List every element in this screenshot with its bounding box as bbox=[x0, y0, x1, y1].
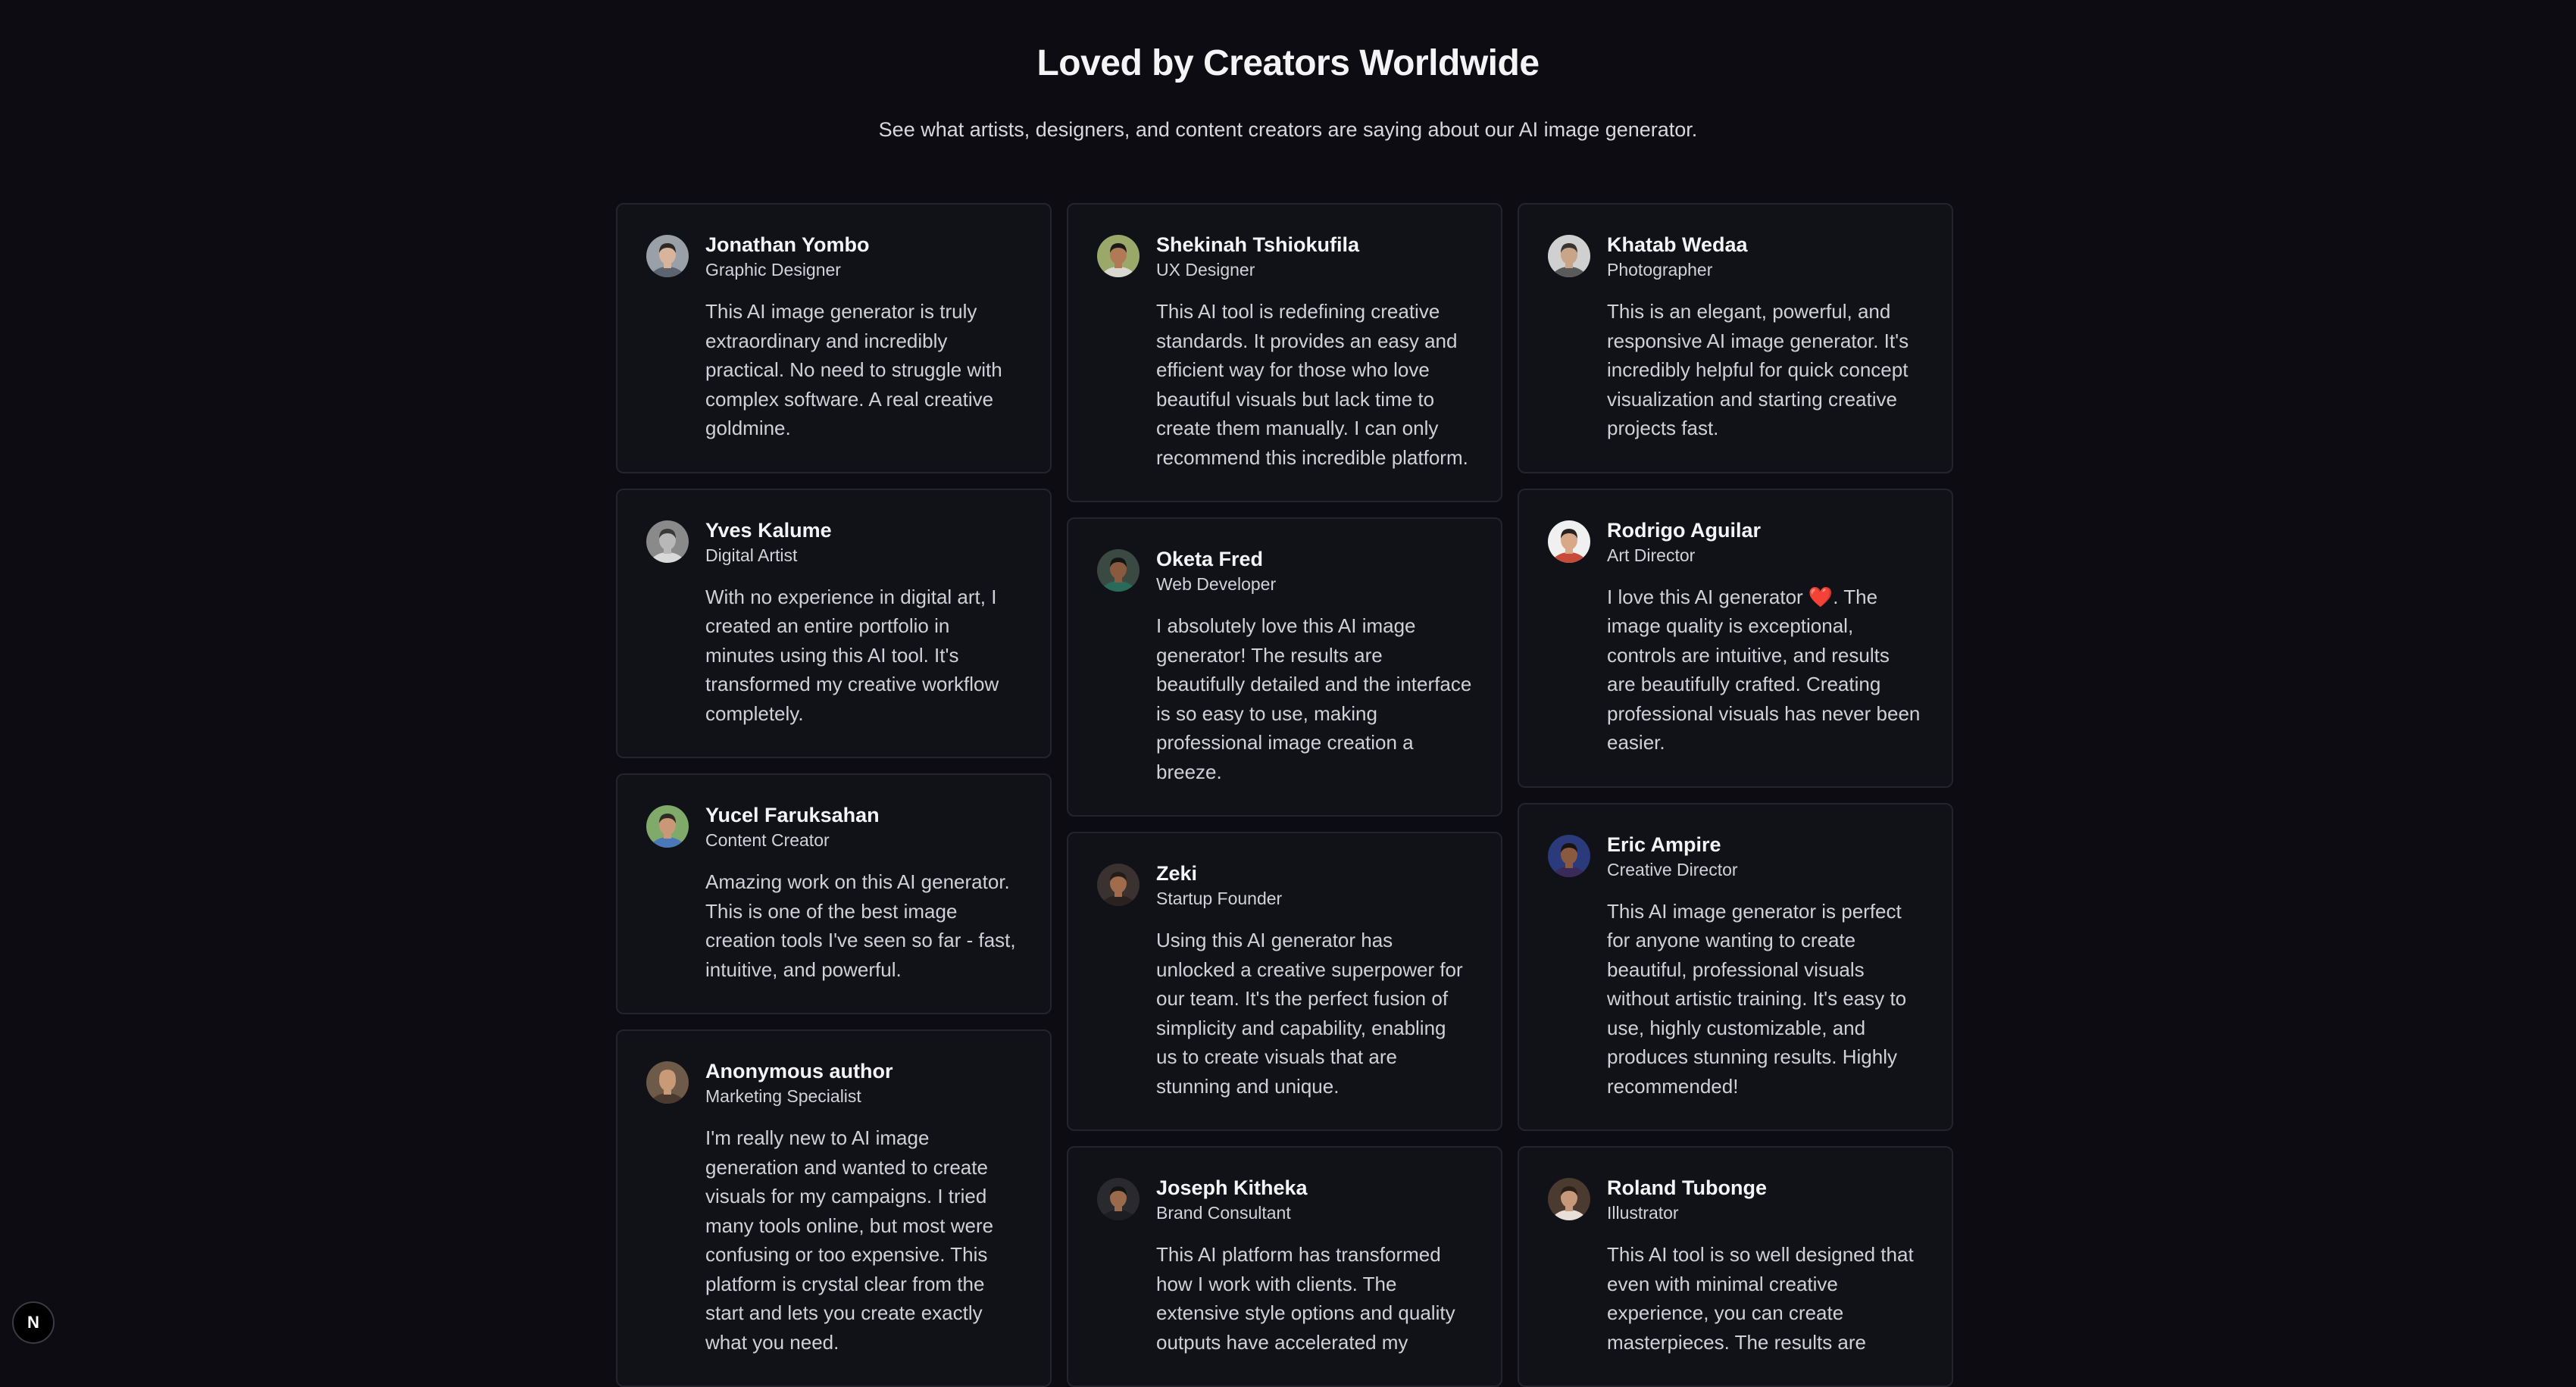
testimonial-column bbox=[616, 203, 1052, 1387]
page-title: Loved by Creators Worldwide bbox=[1036, 43, 1540, 83]
testimonial-card bbox=[616, 203, 1052, 473]
testimonial-card bbox=[1067, 517, 1502, 817]
testimonial-header bbox=[1548, 1175, 1923, 1225]
author-role: Art Director bbox=[1607, 545, 1696, 565]
author-meta bbox=[1156, 861, 1282, 911]
author-role: Creative Director bbox=[1607, 859, 1738, 879]
testimonial-card bbox=[1067, 203, 1502, 502]
testimonial-quote: I love this AI generator ❤️. The image quality is exceptional, controls are intuitive, and results are beautifully crafted. Creating professional visuals has never been easier. bbox=[1607, 585, 1921, 754]
testimonial-header bbox=[1548, 232, 1923, 282]
testimonial-header bbox=[1548, 832, 1923, 882]
testimonial-quote: This AI tool is redefining creative standards. It provides an easy and efficient way for those who love beautiful visuals but lack time to create them manually. I can only recommend this incredible platform. bbox=[1156, 300, 1468, 469]
author-role: Startup Founder bbox=[1156, 889, 1283, 908]
author-meta bbox=[705, 517, 832, 567]
testimonial-header bbox=[1097, 546, 1472, 596]
testimonial-header bbox=[646, 1058, 1021, 1108]
testimonial-header bbox=[646, 517, 1021, 567]
testimonial-column bbox=[1518, 203, 1953, 1387]
author-role: Illustrator bbox=[1607, 1203, 1679, 1223]
dev-badge-label: N bbox=[27, 1313, 39, 1332]
testimonial-header bbox=[1097, 232, 1472, 282]
avatar bbox=[1097, 549, 1140, 592]
avatar bbox=[1548, 520, 1590, 563]
author-name: Zeki bbox=[1156, 862, 1198, 885]
author-meta bbox=[705, 232, 870, 282]
author-meta bbox=[1607, 232, 1748, 282]
author-name: Oketa Fred bbox=[1156, 548, 1264, 570]
testimonial-quote: This AI platform has transformed how I work with clients. The extensive style options and quality outputs have accelerated my bbox=[1156, 1243, 1455, 1354]
author-meta bbox=[1156, 546, 1276, 596]
testimonial-quote: With no experience in digital art, I created an entire portfolio in minutes using this AI tool. It's transformed my creative workflow completely. bbox=[705, 585, 999, 725]
testimonial-card bbox=[1067, 832, 1502, 1131]
author-role: Graphic Designer bbox=[705, 260, 841, 280]
testimonial-quote: Amazing work on this AI generator. This is one of the best image creation tools I've seen so far - fast, intuitive, and powerful. bbox=[705, 870, 1016, 981]
testimonials-grid bbox=[616, 203, 1954, 1387]
author-role: Photographer bbox=[1607, 260, 1713, 280]
author-name: Khatab Wedaa bbox=[1607, 233, 1748, 256]
avatar bbox=[1548, 835, 1590, 877]
avatar bbox=[646, 235, 689, 277]
page-subtitle: See what artists, designers, and content creators are saying about our AI image generator. bbox=[878, 118, 1698, 141]
testimonial-card bbox=[1518, 1146, 1953, 1387]
testimonial-quote: This AI image generator is truly extraordinary and incredibly practical. No need to struggle with complex software. A real creative goldmine. bbox=[705, 300, 1002, 439]
author-role: Digital Artist bbox=[705, 545, 798, 565]
author-name: Roland Tubonge bbox=[1607, 1176, 1767, 1199]
nextjs-logo-icon bbox=[22, 1311, 45, 1334]
testimonial-card bbox=[616, 1029, 1052, 1387]
author-name: Yucel Faruksahan bbox=[705, 804, 880, 826]
testimonial-quote: Using this AI generator has unlocked a creative superpower for our team. It's the perfect fusion of simplicity and capability, enabling us to create visuals that are stunning and unique. bbox=[1156, 929, 1463, 1098]
avatar bbox=[1548, 235, 1590, 277]
avatar bbox=[1548, 1178, 1590, 1220]
author-name: Shekinah Tshiokufila bbox=[1156, 233, 1360, 256]
avatar bbox=[1097, 864, 1140, 906]
testimonial-header bbox=[1548, 517, 1923, 567]
testimonial-column bbox=[1067, 203, 1502, 1387]
author-meta bbox=[1607, 832, 1738, 882]
avatar bbox=[646, 805, 689, 848]
author-meta bbox=[1156, 232, 1359, 282]
author-role: UX Designer bbox=[1156, 260, 1255, 280]
author-role: Brand Consultant bbox=[1156, 1203, 1291, 1223]
author-name: Joseph Kitheka bbox=[1156, 1176, 1308, 1199]
testimonial-card bbox=[616, 489, 1052, 759]
author-name: Jonathan Yombo bbox=[705, 233, 870, 256]
testimonial-card bbox=[1067, 1146, 1502, 1387]
author-role: Content Creator bbox=[705, 830, 830, 850]
author-meta bbox=[705, 1058, 893, 1108]
avatar bbox=[646, 520, 689, 563]
nextjs-devtools-button[interactable] bbox=[12, 1301, 55, 1344]
author-meta bbox=[1607, 517, 1761, 567]
testimonial-card bbox=[1518, 203, 1953, 473]
testimonial-quote: I absolutely love this AI image generator! The results are beautifully detailed and the interface is so easy to use, making professional image creation a breeze. bbox=[1156, 614, 1472, 783]
testimonial-header bbox=[646, 802, 1021, 852]
avatar bbox=[646, 1061, 689, 1104]
testimonial-quote: I'm really new to AI image generation and wanted to create visuals for my campaigns. I tried many tools online, but most were confusing or too expensive. This platform is crystal clear from the start and lets you create exactly what you need. bbox=[705, 1126, 994, 1354]
author-name: Eric Ampire bbox=[1607, 833, 1721, 856]
testimonial-card bbox=[1518, 489, 1953, 788]
author-meta bbox=[1607, 1175, 1767, 1225]
testimonial-header bbox=[1097, 861, 1472, 911]
testimonial-card bbox=[1518, 803, 1953, 1132]
author-meta bbox=[705, 802, 880, 852]
testimonial-header bbox=[646, 232, 1021, 282]
testimonial-quote: This AI tool is so well designed that even with minimal creative experience, you can create masterpieces. The results are bbox=[1607, 1243, 1914, 1354]
author-name: Yves Kalume bbox=[705, 518, 832, 542]
testimonial-quote: This is an elegant, powerful, and responsive AI image generator. It's incredibly helpful for quick concept visualization and starting creative projects fast. bbox=[1607, 300, 1909, 439]
author-meta bbox=[1156, 1175, 1308, 1225]
author-name: Rodrigo Aguilar bbox=[1607, 518, 1761, 542]
avatar bbox=[1097, 1178, 1140, 1220]
avatar bbox=[1097, 235, 1140, 277]
author-name: Anonymous author bbox=[705, 1060, 893, 1082]
testimonial-card bbox=[616, 773, 1052, 1014]
testimonial-header bbox=[1097, 1175, 1472, 1225]
author-role: Web Developer bbox=[1156, 574, 1277, 594]
testimonial-quote: This AI image generator is perfect for anyone wanting to create beautiful, professional visuals without artistic training. It's easy to use, highly customizable, and produces stunning results. Highly recommended! bbox=[1607, 899, 1907, 1098]
author-role: Marketing Specialist bbox=[705, 1086, 861, 1106]
